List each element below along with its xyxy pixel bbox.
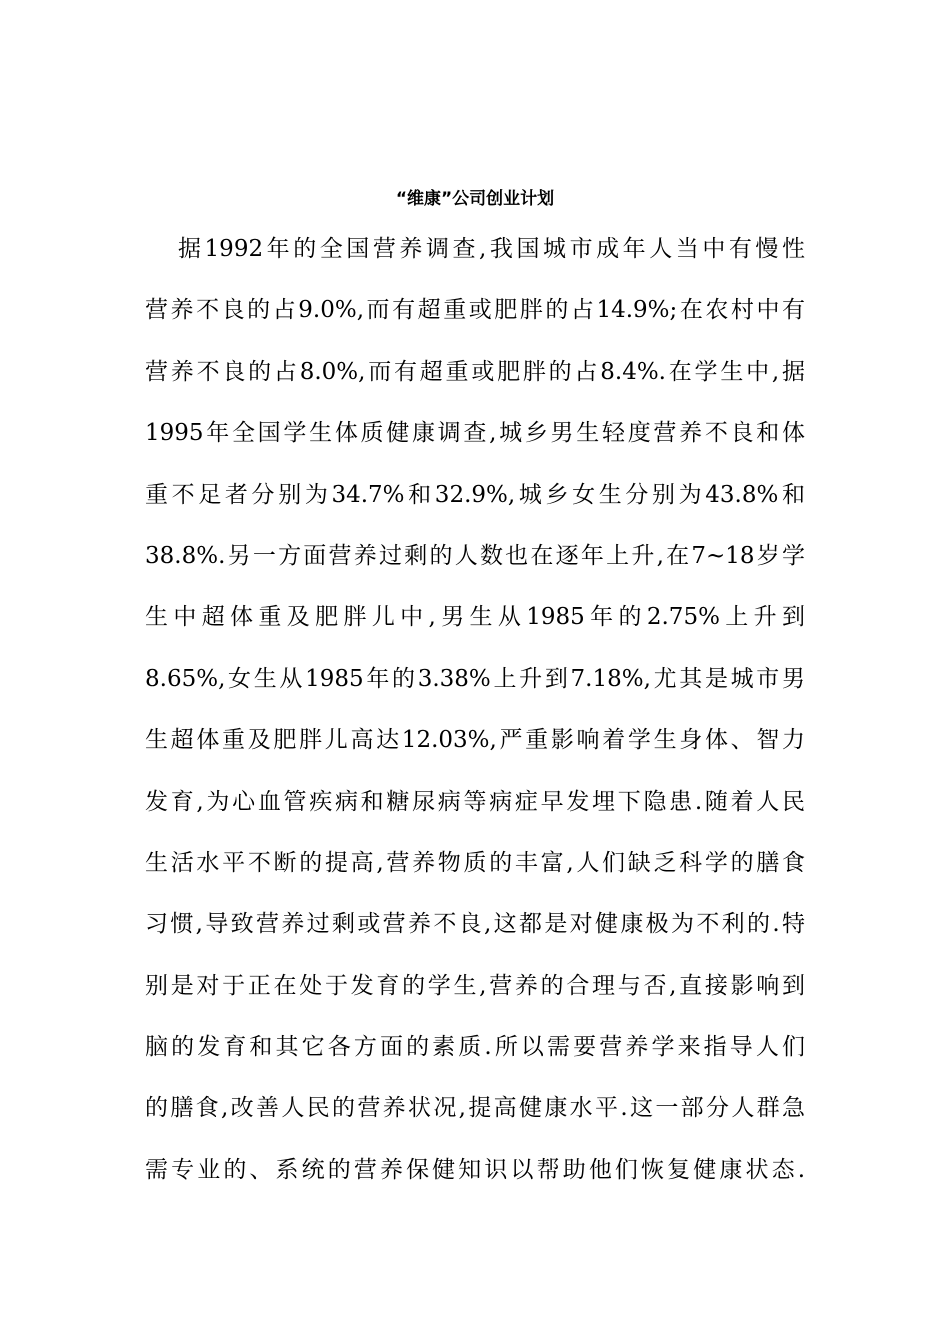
paragraph-line: 营养不良的占8.0%,而有超重或肥胖的占8.4%.在学生中,据 <box>145 358 805 385</box>
paragraph-line: 据1992年的全国营养调查,我国城市成年人当中有慢性 <box>178 236 805 262</box>
body-paragraph <box>145 229 805 1211</box>
paragraph-line: 1995年全国学生体质健康调查,城乡男生轻度营养不良和体 <box>145 420 805 447</box>
paragraph-line: 生中超体重及肥胖儿中,男生从1985年的2.75%上升到 <box>145 604 805 631</box>
paragraph-line: 习惯,导致营养过剩或营养不良,这都是对健康极为不利的.特 <box>145 911 805 938</box>
paragraph-line: 别是对于正在处于发育的学生,营养的合理与否,直接影响到 <box>145 972 805 999</box>
paragraph-line: 需专业的、系统的营养保健知识以帮助他们恢复健康状态. <box>145 1156 805 1183</box>
paragraph-line: 重不足者分别为34.7%和32.9%,城乡女生分别为43.8%和 <box>145 481 805 508</box>
paragraph-line: 生活水平不断的提高,营养物质的丰富,人们缺乏科学的膳食 <box>145 849 805 876</box>
paragraph-line: 发育,为心血管疾病和糖尿病等病症早发埋下隐患.随着人民 <box>145 788 805 815</box>
paragraph-line: 38.8%.另一方面营养过剩的人数也在逐年上升,在7~18岁学 <box>145 542 805 569</box>
paragraph-line: 脑的发育和其它各方面的素质.所以需要营养学来指导人们 <box>145 1034 805 1061</box>
paragraph-line: 的膳食,改善人民的营养状况,提高健康水平.这一部分人群急 <box>145 1095 805 1122</box>
document-title: “维康”公司创业计划 <box>395 189 555 209</box>
paragraph-line: 8.65%,女生从1985年的3.38%上升到7.18%,尤其是城市男 <box>145 665 805 692</box>
paragraph-line: 营养不良的占9.0%,而有超重或肥胖的占14.9%;在农村中有 <box>145 297 805 324</box>
paragraph-line: 生超体重及肥胖儿高达12.03%,严重影响着学生身体、智力 <box>145 727 805 754</box>
